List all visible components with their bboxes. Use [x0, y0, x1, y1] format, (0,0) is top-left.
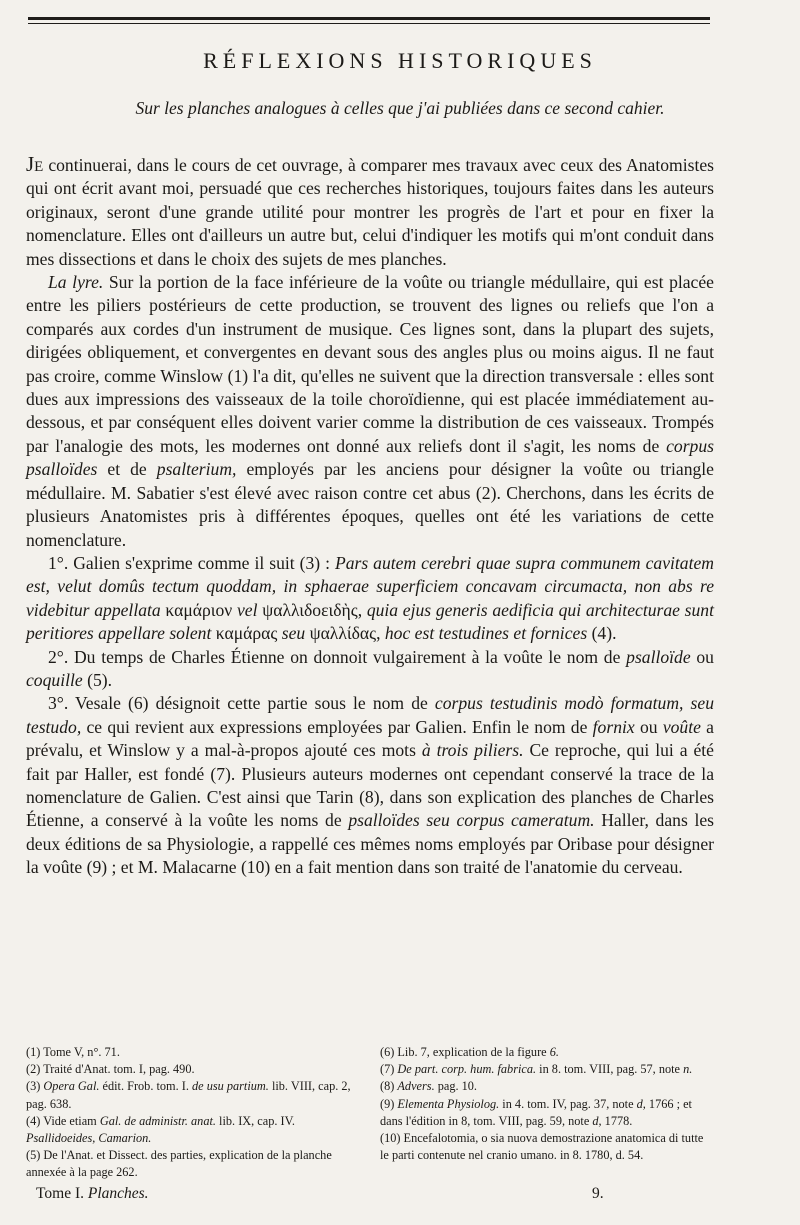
footnote: (7) De part. corp. hum. fabrica. in 8. tom. VIII, pag. 57, note n.: [380, 1062, 693, 1077]
page-subtitle: Sur les planches analogues à celles que j'ai publiées dans ce second cahier.: [135, 98, 665, 118]
section-lead: La lyre.: [48, 272, 104, 293]
footnote: (9) Elementa Physiolog. in 4. tom. IV, pag. 37, note d, 1766 ; et dans l'édition in 8, tom. VIII, pag. 59, note d, 1778.: [380, 1096, 692, 1128]
footnote: (3) Opera Gal. édit. Frob. tom. I. de usu partium. lib. VIII, cap. 2, pag. 638.: [26, 1079, 351, 1111]
footnote: (1) Tome V, n°. 71.: [26, 1045, 120, 1059]
footnotes: [26, 1044, 714, 1182]
footnote: (8) Advers. pag. 10.: [380, 1079, 478, 1094]
page-title: RÉFLEXIONS HISTORIQUES: [203, 48, 597, 73]
footnote: (6) Lib. 7, explication de la figure 6.: [380, 1045, 559, 1059]
paragraph-galien: 1°. Galien s'exprime comme il suit (3) : Pars autem cerebri quae supra communem cavitatem est, velut domûs tectum quoddam, in sphaerae superficiem concavam circumacta, non abs re videbitur appellata καμάριον vel ψαλλιδοειδὴς, quia ejus generis aedificia qui architecturae sunt peritiores appellare solent καμάρας seu ψαλλίδας, hoc est testudines et fornices (4).: [26, 552, 715, 644]
footnote: (2) Traité d'Anat. tom. I, pag. 490.: [26, 1062, 195, 1077]
footnote: (5) De l'Anat. et Dissect. des parties, explication de la planche annexée à la page 262.: [26, 1148, 332, 1180]
page-number: 9.: [592, 1185, 604, 1202]
main-text: [26, 153, 714, 880]
paragraph-intro: Je continuerai, dans le cours de cet ouvrage, à comparer mes travaux avec ceux des Anatomistes qui ont écrit avant moi, persuadé que ces recherches historiques, toujours faites dans les auteurs originaux, seront d'une grande utilité pour montrer les progrès de l'art et pour en fixer la nomenclature. Elles ont d'ailleurs un autre but, celui d'indiquer les motifs qui m'ont conduit dans mes dissections et dans le choix des sujets de mes planches.: [26, 152, 714, 269]
footnote: (10) Encefalotomia, o sia nuova demostrazione anatomica di tutte le parti contenute nel cranio umano. in 8. 1780, d. 54.: [380, 1131, 704, 1163]
top-rule-thick: [28, 17, 710, 20]
footnotes-left-column: [26, 1044, 360, 1182]
drop-cap: Je: [26, 152, 44, 176]
footnotes-right-column: [380, 1044, 714, 1182]
top-rule-thin: [28, 23, 710, 24]
paragraph-etienne: 2°. Du temps de Charles Étienne on donnoit vulgairement à la voûte le nom de psalloïde ou coquille (5).: [26, 646, 714, 690]
paragraph-lyre: La lyre. Sur la portion de la face inférieure de la voûte ou triangle médullaire, qui est placée entre les piliers postérieurs de cette production, se trouvent des lignes ou reliefs que l'on a comparés aux cordes d'un instrument de musique. Ces lignes sont, dans la plupart des sujets, dirigées obliquement, et convergentes en devant sous des angles plus ou moins aigus. Il ne faut pas croire, comme Winslow (1) l'a dit, qu'elles ne suivent que la direction transversale : elles sont dues aux impressions des vaisseaux de la toile choroïdienne, qui est placée immédiatement au-dessous, et par conséquent elles doivent varier comme la distribution de ces vaisseaux. Trompés par l'analogie des mots, les modernes ont donné aux reliefs dont il s'agit, les noms de corpus psalloïdes et de psalterium, employés par les anciens pour désigner la voûte ou triangle médullaire. M. Sabatier s'est élevé avec raison contre cet abus (2). Cherchons, dans les écrits de plusieurs Anatomistes pris à différentes époques, quelles ont été les variations de cette nomenclature.: [26, 272, 714, 550]
footnote: (4) Vide etiam Gal. de administr. anat. lib. IX, cap. IV. Psallidoeides, Camarion.: [26, 1113, 295, 1146]
paragraph-vesale: 3°. Vesale (6) désignoit cette partie sous le nom de corpus testudinis modò formatum, seu testudo, ce qui revient aux expressions employées par Galien. Enfin le nom de fornix ou voûte a prévalu, et Winslow y a mal-à-propos ajouté ces mots à trois piliers. Ce reproche, qui lui a été fait par Haller, est fondé (7). Plusieurs auteurs modernes ont cependant conservé la trace de la nomenclature de Galien. C'est ainsi que Tarin (8), dans son explication des planches de Charles Étienne, a conservé à la voûte les noms de psalloïdes seu corpus cameratum. Haller, dans les deux éditions de sa Physiologie, a rappellé ces mêmes noms employés par Oribase pour désigner la voûte (9) ; et M. Malacarne (10) en a fait mention dans son traité de l'anatomie du cerveau.: [26, 693, 714, 878]
volume-label: Tome I. Planches.: [36, 1185, 149, 1202]
